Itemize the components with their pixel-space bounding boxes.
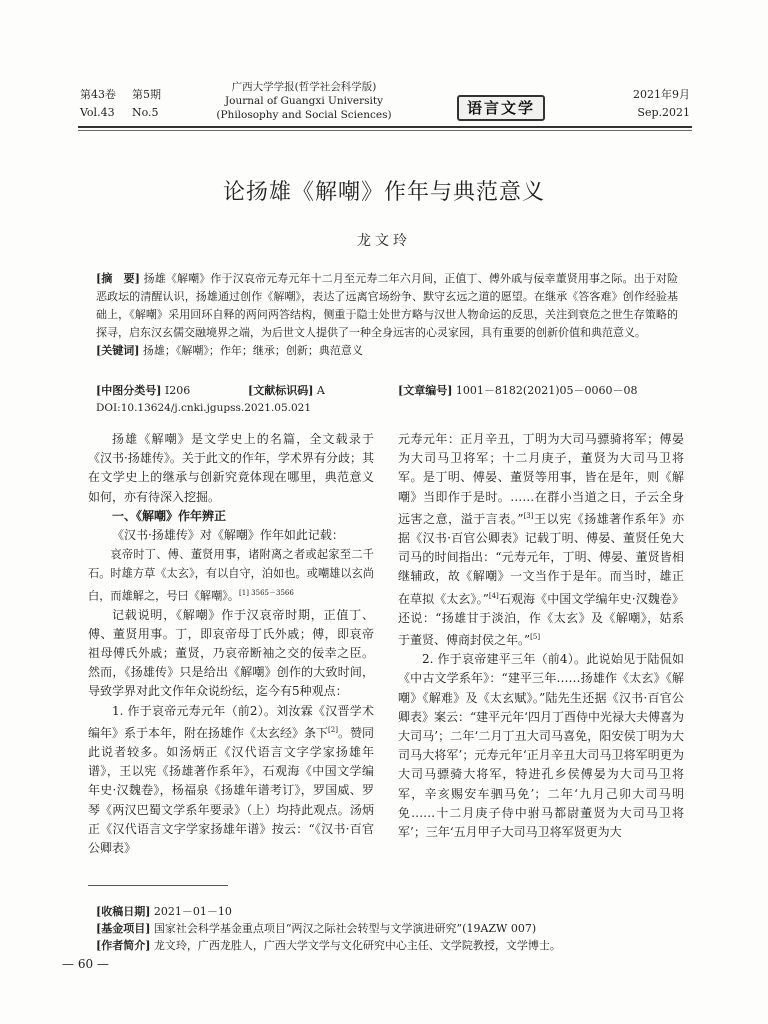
author-bio: 龙文玲，广西龙胜人，广西大学文学与文化研究中心主任、文学院教授，文学博士。 bbox=[153, 939, 561, 952]
body-column-right bbox=[398, 430, 684, 842]
body-column-left bbox=[88, 430, 374, 858]
clc-code: I206 bbox=[164, 384, 191, 397]
header-rule bbox=[78, 126, 692, 128]
journal-name-en: Journal of Guangxi University bbox=[224, 95, 384, 107]
citation-ref: [2] bbox=[328, 725, 338, 734]
volume-cn: 第43卷 bbox=[80, 88, 116, 101]
issue-cn: 第5期 bbox=[132, 88, 161, 101]
paragraph: 《汉书·扬雄传》对《解嘲》作年如此记载： bbox=[112, 528, 344, 543]
article-number: 1001－8182(2021)05－0060－08 bbox=[455, 384, 638, 397]
header-rule-thin bbox=[78, 130, 692, 131]
fund-label: [基金项目] bbox=[96, 922, 151, 935]
classification-info bbox=[96, 382, 696, 399]
block-quote: 哀帝时丁、傅、董贤用事，诸附离之者或起家至二千石。时雄方草《太玄》，有以自守，泊如也。或嘲雄以玄尚白，而雄解之，号曰《解嘲》。$^{[1] 3565-3566}$ bbox=[88, 548, 374, 603]
article-number-label: [文章编号] bbox=[398, 384, 453, 397]
keywords-label: [关键词] bbox=[96, 344, 140, 357]
issue-en: No.5 bbox=[132, 106, 159, 119]
author-bio-label: [作者简介] bbox=[96, 939, 151, 952]
doc-code-label: [文献标识码] bbox=[248, 384, 314, 397]
paragraph: 1. 作于哀帝元寿元年（前2）。刘汝霖《汉晋学术编年》系于本年，附在扬雄作《太玄经》条下[2]。赞同此说者较多。如汤炳正《汉代语言文字学家扬雄年谱》，王以宪《扬雄著作系年》，石观海《中国文学编年史·汉魏卷》，杨福泉《扬雄年谱考订》，罗国威、罗琴《两汉巴蜀文学系年要录》（上）均持此观点。汤炳正《汉代语言文字学家扬雄年谱》按云：“《汉书·百官公卿表》 bbox=[88, 703, 374, 855]
page-number: — 60 — bbox=[62, 957, 109, 971]
abstract-label: [摘 要] bbox=[96, 272, 140, 285]
journal-name bbox=[200, 80, 408, 122]
citation-ref: [1] 3565－3566 bbox=[239, 588, 294, 597]
abstract-text: 扬雄《解嘲》作于汉哀帝元寿元年十二月至元寿二年六月间，正值丁、傅外戚与佞幸董贤用事之际。出于对险恶政坛的清醒认识，扬雄通过创作《解嘲》，表达了远离官场纷争、默守玄远之道的愿望。在继承《答客难》创作经验基础上，《解嘲》采用回环自释的两问两答结构，侧重于隐士处世方略与汉世人物命运的反思，关注到衰危之世生存策略的探寻，启东汉玄儒交融境界之端，为后世文人提供了一种全身远害的心灵家园，具有重要的创新价值和典范意义。 bbox=[96, 272, 679, 339]
journal-name-cn: 广西大学学报(哲学社会科学版) bbox=[231, 81, 377, 93]
fund-info: 国家社会科学基金重点项目“两汉之际社会转型与文学演进研究”(19AZW 007) bbox=[153, 922, 537, 935]
paragraph: 2. 作于哀帝建平三年（前4）。此说始见于陆侃如《中古文学系年》：“建平三年……扬雄作《太玄》《解嘲》《解难》及《太玄赋》。”陆先生还据《汉书·百官公卿表》案云：“建平元年‘四月丁酉侍中光禄大夫傅喜为大司马’；二年‘二月丁丑大司马喜免，阳安侯丁明为大司马大将军’；元寿元年‘正月辛丑大司马卫将军明更为大司马骠骑大将军，特进孔乡侯傅晏为大司马卫将军，辛亥赐安车驷马免’；二年‘九月己卯大司马明免……十二月庚子侍中驸马都尉董贤为大司马卫将军’；三年‘五月甲子大司马卫将军贤更为大 bbox=[398, 652, 684, 840]
received-date: 2021－01－10 bbox=[153, 905, 232, 918]
received-label: [收稿日期] bbox=[96, 905, 151, 918]
volume-en: Vol.43 bbox=[80, 106, 115, 119]
section-badge: 语言文学 bbox=[457, 95, 545, 121]
article-author: 龙文玲 bbox=[357, 233, 411, 249]
footnotes bbox=[96, 903, 716, 954]
paragraph: 记载说明，《解嘲》作于汉哀帝时期，正值丁、傅、董贤用事。丁，即哀帝母丁氏外戚；傅，即哀帝祖母傅氏外戚；董贤，乃哀帝断袖之交的佞幸之臣。然而，《扬雄传》只是给出《解嘲》创作的大致时间，导致学界对此文作年众说纷纭，迄今有5种观点： bbox=[88, 607, 374, 699]
journal-volume-info bbox=[80, 86, 161, 122]
doi: DOI:10.13624/j.cnki.jgupss.2021.05.021 bbox=[96, 402, 312, 414]
section-heading: 一、《解嘲》作年辨正 bbox=[112, 508, 227, 523]
paragraph: 扬雄《解嘲》是文学史上的名篇，全文载录于《汉书·扬雄传》。关于此文的作年，学术界有分歧；其在文学史上的继承与创新究竟体现在哪里，典范意义如何，亦有待深入挖掘。 bbox=[88, 432, 374, 504]
footnote-rule bbox=[88, 885, 228, 886]
doc-code: A bbox=[316, 384, 325, 397]
abstract bbox=[96, 270, 678, 360]
date-cn: 2021年9月 bbox=[633, 88, 690, 101]
journal-date bbox=[633, 86, 690, 122]
citation-ref: [5] bbox=[530, 633, 541, 642]
journal-name-en-sub: (Philosophy and Social Sciences) bbox=[216, 109, 392, 121]
citation-ref: [4] bbox=[488, 591, 499, 600]
article-title: 论扬雄《解嘲》作年与典范意义 bbox=[222, 180, 545, 205]
date-en: Sep.2021 bbox=[637, 106, 690, 119]
keywords: 扬雄；《解嘲》；作年；继承；创新；典范意义 bbox=[142, 344, 363, 357]
paragraph: 元寿元年：正月辛丑，丁明为大司马骠骑将军；傅晏为大司马卫将军；十二月庚子，董贤为大司马卫将军。是丁明、傅晏、董贤等用事，皆在是年，则《解嘲》当即作于是时。……在群小当道之日，子云全身远害之意，溢于言表。”[3]王以宪《扬雄著作系年》亦据《汉书·百官公卿表》记载丁明、傅晏、董贤任免大司马的时间指出：“元寿元年，丁明、傅晏、董贤皆相继辅政，故《解嘲》一文当作于是年。而当时，雄正在草拟《太玄》。”[4]石观海《中国文学编年史·汉魏卷》还说：“扬雄甘于淡泊，作《太玄》及《解嘲》，姑系于董贤、傅商封侯之年。”[5] bbox=[398, 432, 684, 648]
clc-label: [中图分类号] bbox=[96, 384, 162, 397]
citation-ref: [3] bbox=[523, 511, 534, 520]
